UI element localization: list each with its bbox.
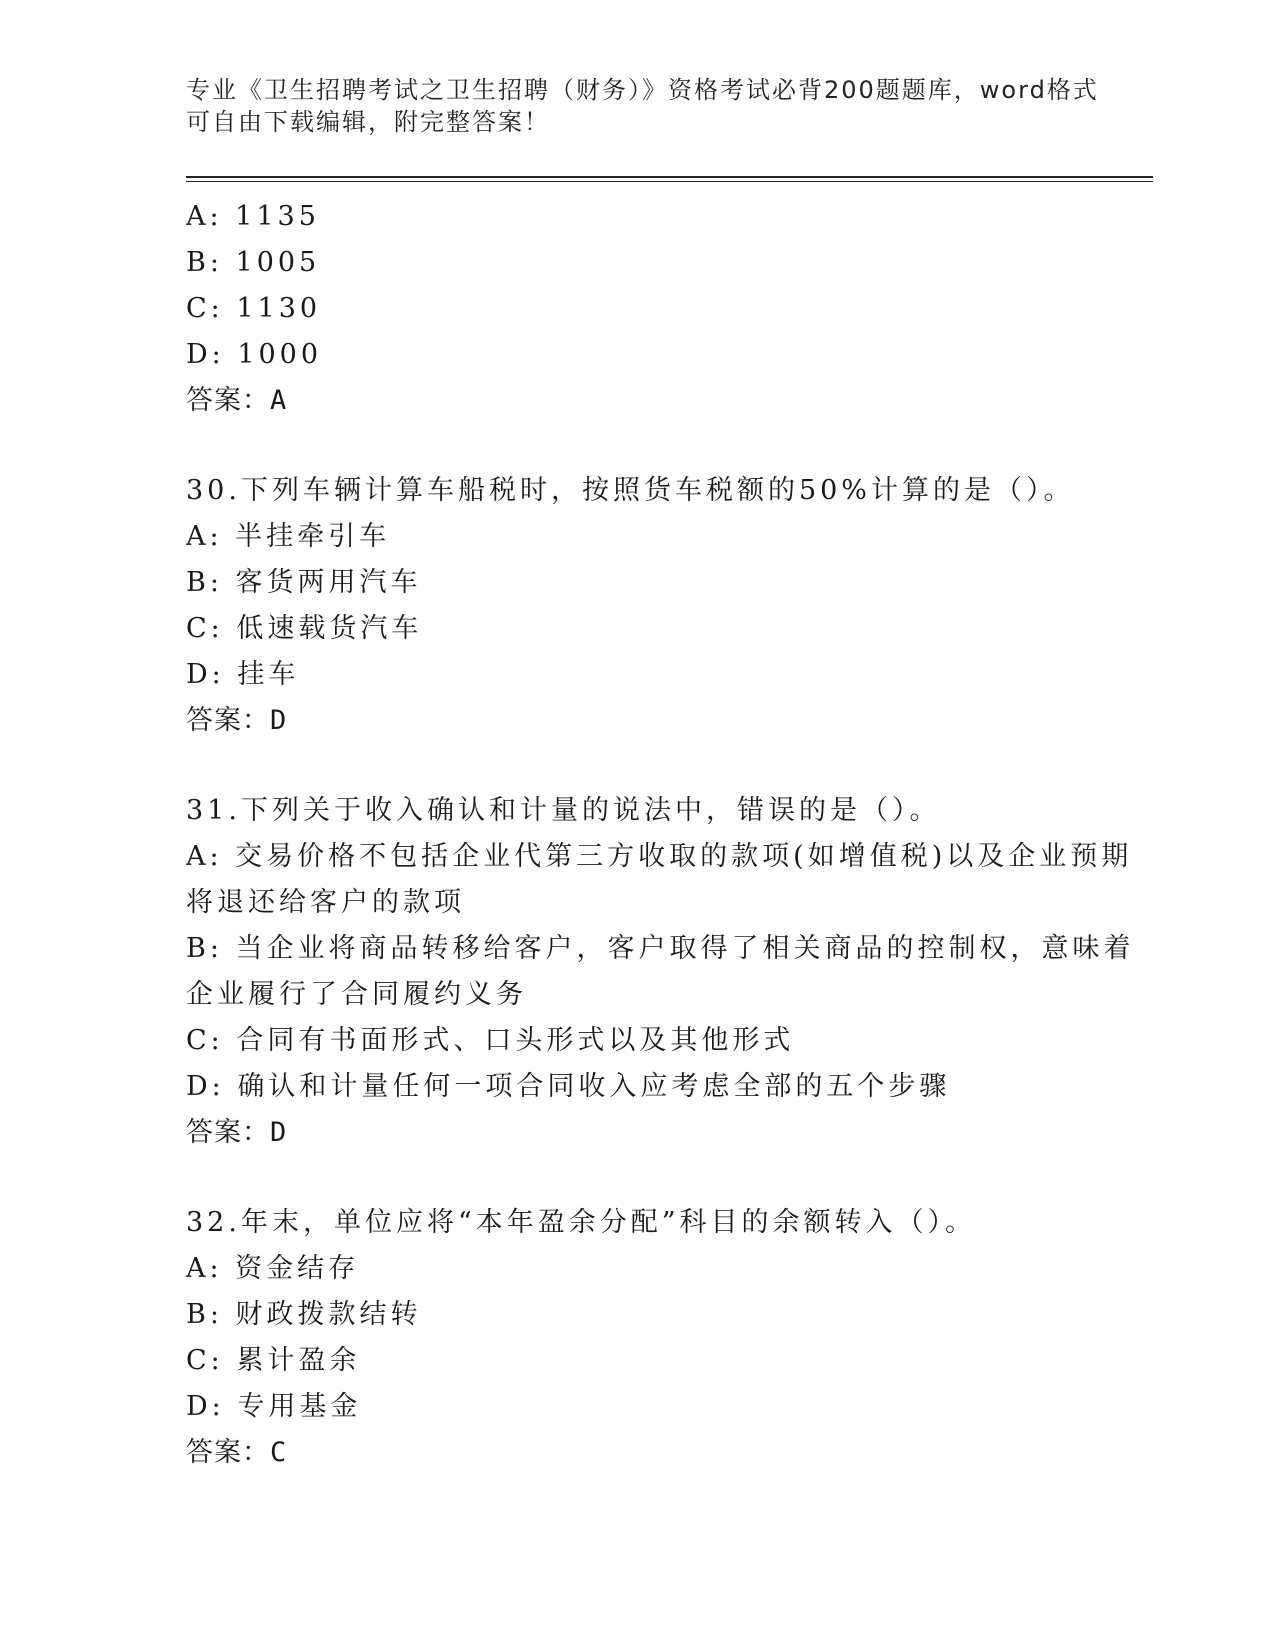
option-d: D: 确认和计量任何一项合同收入应考虑全部的五个步骤 bbox=[186, 1071, 951, 1102]
option-b: B: 1005 bbox=[186, 247, 321, 278]
option-b: B: 当企业将商品转移给客户，客户取得了相关商品的控制权，意味着 bbox=[186, 933, 1135, 964]
question-30 bbox=[186, 468, 1086, 744]
answer: 答案：A bbox=[186, 385, 288, 416]
option-b: B: 客货两用汽车 bbox=[186, 567, 422, 598]
question-text: 31.下列关于收入确认和计量的说法中，错误的是（）。 bbox=[186, 795, 941, 826]
question-list bbox=[186, 194, 1135, 1476]
option-c: C: 累计盈余 bbox=[186, 1345, 361, 1376]
option-a: A: 资金结存 bbox=[186, 1253, 360, 1284]
option-a: A: 1135 bbox=[186, 201, 320, 232]
question-32 bbox=[186, 1200, 1086, 1476]
option-c: C: 合同有书面形式、口头形式以及其他形式 bbox=[186, 1025, 795, 1056]
question-text: 30.下列车辆计算车船税时，按照货车税额的50%计算的是（）。 bbox=[186, 475, 1075, 506]
option-a-continued: 将退还给客户的款项 bbox=[186, 887, 465, 918]
option-c: C: 1130 bbox=[186, 293, 322, 324]
header-line-1: 专业《卫生招聘考试之卫生招聘（财务）》资格考试必背200题题库，word格式 bbox=[186, 76, 1099, 104]
option-c: C: 低速载货汽车 bbox=[186, 613, 423, 644]
question-text: 32.年末，单位应将“本年盈余分配”科目的余额转入（）。 bbox=[186, 1207, 977, 1238]
question-29 bbox=[186, 194, 1086, 424]
option-b-continued: 企业履行了合同履约义务 bbox=[186, 979, 527, 1010]
option-d: D: 1000 bbox=[186, 339, 323, 370]
header-divider bbox=[186, 176, 1153, 178]
option-d: D: 挂车 bbox=[186, 659, 300, 690]
option-a: A: 半挂牵引车 bbox=[186, 521, 391, 552]
answer: 答案：D bbox=[186, 705, 288, 736]
document-header bbox=[186, 74, 1099, 138]
question-31 bbox=[186, 788, 1135, 1156]
answer: 答案：D bbox=[186, 1117, 288, 1148]
header-line-2: 可自由下载编辑，附完整答案！ bbox=[186, 108, 550, 136]
answer: 答案：C bbox=[186, 1437, 288, 1468]
option-a: A: 交易价格不包括企业代第三方收取的款项(如增值税)以及企业预期 bbox=[186, 841, 1133, 872]
option-b: B: 财政拨款结转 bbox=[186, 1299, 422, 1330]
option-d: D: 专用基金 bbox=[186, 1391, 362, 1422]
header-divider-thin bbox=[186, 181, 1153, 182]
